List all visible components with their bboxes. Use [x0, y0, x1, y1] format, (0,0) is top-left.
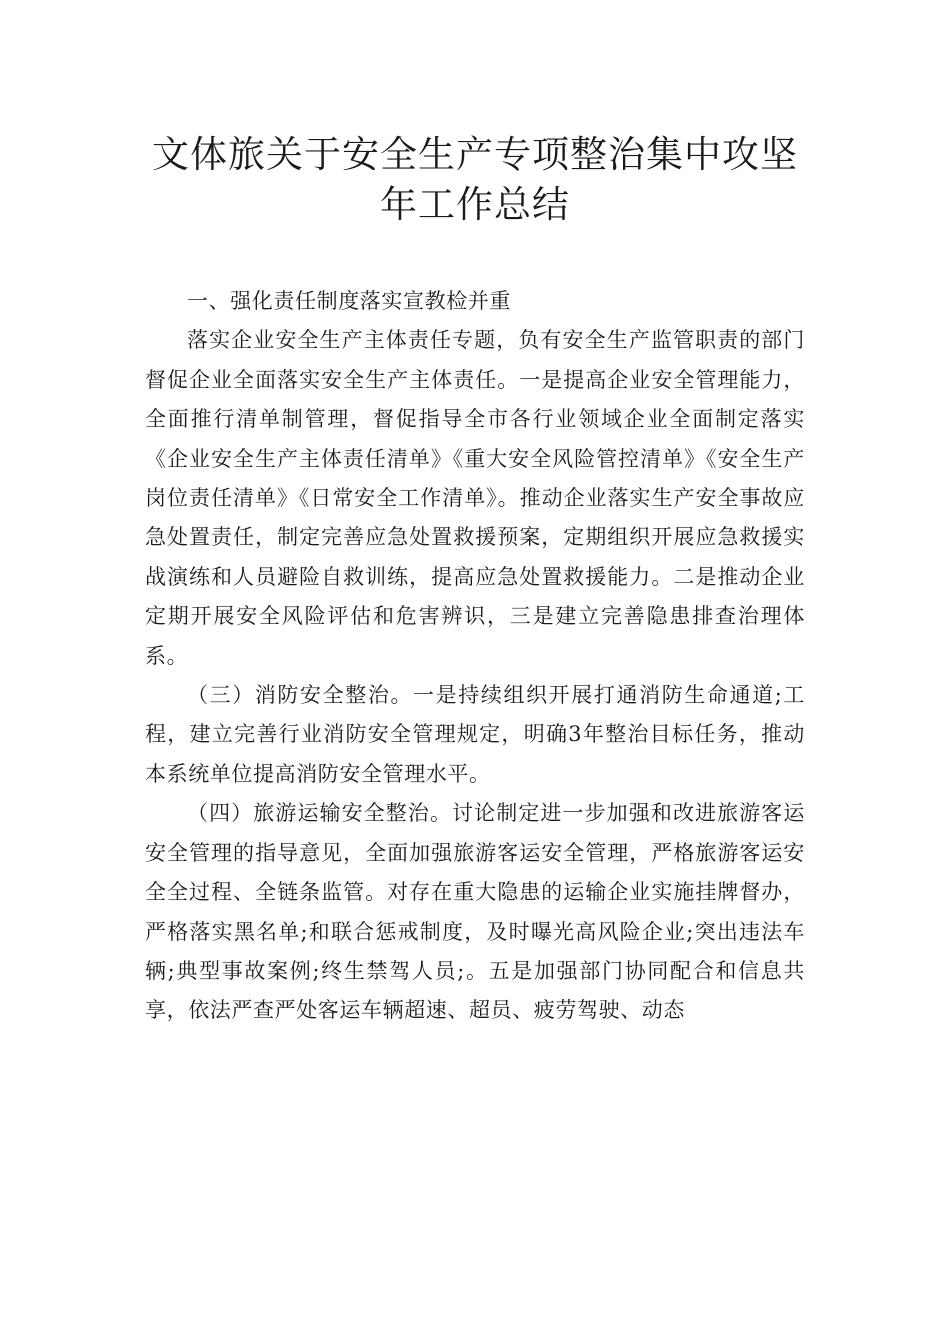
document-title — [120, 130, 830, 230]
paragraph-tourism-transport: （四）旅游运输安全整治。讨论制定进一步加强和改进旅游客运安全管理的指导意见，全面加强旅游客运安全管理，严格旅游客运安全全过程、全链条监管。对存在重大隐患的运输企业实施挂牌督办，严格落实黑名单;和联合惩戒制度，及时曝光高风险企业;突出违法车辆;典型事故案例;终生禁驾人员;。五是加强部门协同配合和信息共享，依法严查严处客运车辆超速、超员、疲劳驾驶、动态 — [145, 801, 805, 1023]
title-line-2: 年工作总结 — [380, 183, 570, 226]
paragraph-fire-safety: （三）消防安全整治。一是持续组织开展打通消防生命通道;工程，建立完善行业消防安全管理规定，明确3年整治目标任务，推动本系统单位提高消防安全管理水平。 — [145, 683, 805, 786]
paragraph-responsibility: 落实企业安全生产主体责任专题，负有安全生产监管职责的部门督促企业全面落实安全生产主体责任。一是提高企业安全管理能力，全面推行清单制管理，督促指导全市各行业领域企业全面制定落实《企业安全生产主体责任清单》《重大安全风险管控清单》《安全生产岗位责任清单》《日常安全工作清单》。推动企业落实生产安全事故应急处置责任，制定完善应急处置救援预案，定期组织开展应急救援实战演练和人员避险自救训练，提高应急处置救援能力。二是推动企业定期开展安全风险评估和危害辨识，三是建立完善隐患排查治理体系。 — [145, 328, 805, 668]
document-body — [145, 282, 805, 1031]
section-heading: 一、强化责任制度落实宣教检并重 — [187, 289, 511, 313]
title-line-1: 文体旅关于安全生产专项整治集中攻坚 — [152, 133, 798, 176]
